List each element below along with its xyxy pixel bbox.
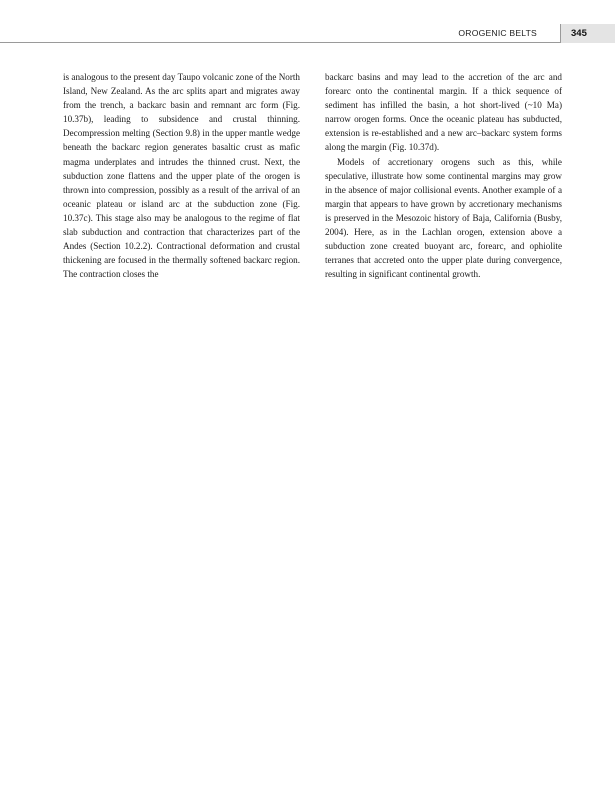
right-paragraph-2: Models of accretionary orogens such as this, while speculative, illustrate how some continental margins may grow in the absence of major collisional events. Another example of a margin that appears to have grown by accretionary mechanisms is preserved in the Mesozoic history of Baja, California (Busby, 2004). Here, as in the Lachlan orogen, extension above a subduction zone created buoyant arc, forearc, and ophiolite terranes that accreted onto the upper plate during convergence, resulting in significant continental growth.: [325, 156, 562, 280]
page-number: 345: [561, 24, 615, 43]
left-paragraph-1: is analogous to the present day Taupo volcanic zone of the North Island, New Zealand. As the arc splits apart and migrates away from the trench, a backarc basin and remnant arc form (Fig. 10.37b), leading to subsidence and crustal thinning. Decompression melting (Section 9.8) in the upper mantle wedge beneath the backarc region generates basaltic crust as mafic magma underplates and intrudes the thinned crust. Next, the subduction zone flattens and the upper plate of the orogen is thrown into compression, possibly as a result of the arrival of an oceanic plateau or island arc at the subduction zone (Fig. 10.37c). This stage also may be analogous to the regime of flat slab subduction and contraction that characterizes part of the Andes (Section 10.2.2). Contractional deformation and crustal thickening are focused in the thermally softened backarc region. The contraction closes the: [63, 72, 300, 280]
right-column: [325, 70, 562, 281]
left-column: [63, 70, 300, 281]
right-paragraph-1: backarc basins and may lead to the accretion of the arc and forearc onto the continental margin. If a thick sequence of sediment has infilled the basin, a hot short-lived (~10 Ma) narrow orogen forms. Once the oceanic plateau has subducted, extension is re-established and a new arc–backarc system forms along the margin (Fig. 10.37d).: [325, 72, 562, 153]
header-rule: [0, 42, 615, 43]
running-head: OROGENIC BELTS: [458, 28, 537, 38]
